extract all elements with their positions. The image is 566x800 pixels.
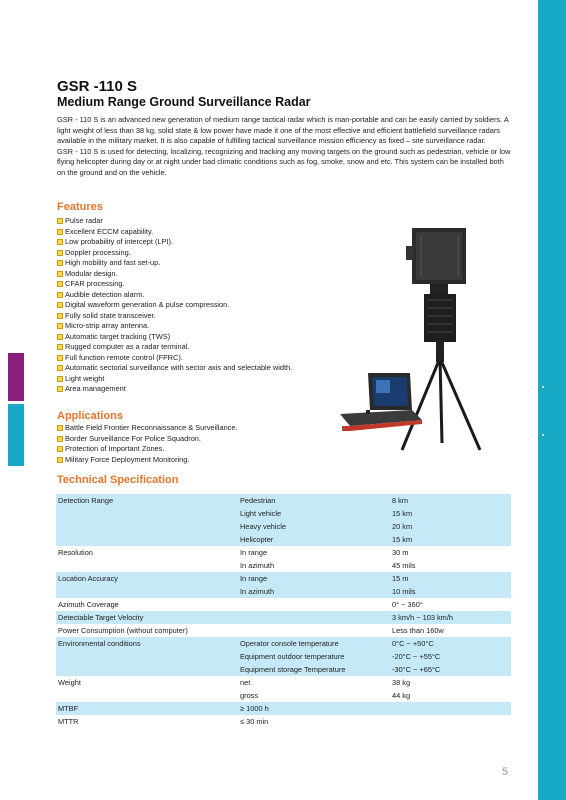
- features-item-text: Pulse radar: [65, 216, 103, 225]
- table-cell: 0°C ~ +50°C: [390, 637, 511, 650]
- features-item-text: Automatic target tracking (TWS): [65, 331, 171, 341]
- page-number: 5: [502, 766, 509, 778]
- features-list: [57, 216, 292, 395]
- features-item-text: Fully solid state transceiver.: [65, 310, 156, 320]
- table-cell: [56, 520, 238, 533]
- table-row: [56, 598, 511, 611]
- applications-item: [57, 434, 238, 445]
- features-item: [57, 384, 292, 395]
- table-cell: [56, 533, 238, 546]
- features-heading: Features: [57, 201, 103, 213]
- table-row: [56, 520, 511, 533]
- radar-transceiver: [424, 294, 456, 342]
- features-item: [57, 290, 292, 301]
- table-cell: Operator console temperature: [238, 637, 390, 650]
- applications-item: [57, 444, 238, 455]
- table-cell: Heavy vehicle: [238, 520, 390, 533]
- applications-item: [57, 455, 238, 466]
- table-row: [56, 559, 511, 572]
- table-row: [56, 585, 511, 598]
- intro-paragraph: GSR - 110 S is used for detecting, localizing, recognizing and tracking any moving targets on the ground such as pedestrian, vehicle or low flying helicopter during day or at night under bad climatic conditions such as fog, smoke, snow and etc. This system can be installed both on the ground and on the vehicle.: [57, 146, 511, 177]
- features-item-text: CFAR processing.: [65, 279, 125, 288]
- features-item: [57, 216, 292, 227]
- bullet-icon: [57, 229, 63, 235]
- table-cell: 30 m: [392, 548, 409, 557]
- features-item: [57, 258, 292, 269]
- side-color-bar: [538, 0, 566, 800]
- bullet-icon: [57, 239, 63, 245]
- table-cell: In range: [240, 548, 268, 557]
- features-item: [57, 374, 292, 385]
- table-cell: Location Accuracy: [56, 572, 238, 585]
- table-cell: 8 km: [390, 494, 511, 507]
- applications-list: [57, 423, 238, 465]
- table-cell: Detectable Target Velocity: [56, 611, 238, 624]
- table-row: [56, 494, 511, 507]
- table-cell: Azimuth Coverage: [58, 600, 119, 609]
- table-cell: 0° ~ 360°: [392, 600, 423, 609]
- tripod-leg: [440, 358, 442, 443]
- features-item-text: Full function remote control (FFRC).: [65, 352, 183, 362]
- table-cell: Less than 160w: [392, 626, 444, 635]
- features-item-text: Low probability of intercept (LPI).: [65, 237, 174, 246]
- table-cell: [56, 650, 238, 663]
- table-cell: 38 kg: [392, 678, 411, 687]
- table-row: [56, 702, 511, 715]
- table-cell: 3 km/h ~ 103 km/h: [390, 611, 511, 624]
- bullet-icon: [57, 436, 63, 442]
- table-row: [56, 715, 511, 728]
- table-cell: MTBF: [56, 702, 238, 715]
- table-cell: [238, 611, 390, 624]
- features-item: [57, 237, 292, 248]
- bullet-icon: [57, 344, 63, 350]
- features-item: [57, 227, 292, 238]
- bullet-icon: [57, 425, 63, 431]
- applications-heading: Applications: [57, 410, 124, 422]
- table-cell: ≤ 30 min: [240, 717, 269, 726]
- intro-text: [57, 115, 513, 178]
- bullet-icon: [57, 446, 63, 452]
- bullet-icon: [57, 271, 63, 277]
- bullet-icon: [57, 250, 63, 256]
- table-cell: 10 mils: [390, 585, 511, 598]
- table-row: [56, 533, 511, 546]
- table-cell: In range: [238, 572, 390, 585]
- features-item-text: Rugged computer as a radar terminal.: [65, 342, 190, 351]
- features-item-text: Automatic sectorial surveillance with sector axis and selectable width.: [65, 363, 293, 372]
- features-item-text: Light weight: [65, 373, 105, 383]
- tripod-leg: [440, 358, 480, 450]
- features-item: [57, 300, 292, 311]
- table-cell: [238, 624, 390, 637]
- bullet-icon: [57, 355, 63, 361]
- table-cell: Weight: [58, 678, 81, 687]
- applications-item-text: Border Surveillance For Police Squadron.: [65, 433, 201, 443]
- features-item: [57, 332, 292, 343]
- bullet-icon: [57, 313, 63, 319]
- table-cell: Equipment outdoor temperature: [238, 650, 390, 663]
- table-cell: Environmental conditions: [56, 637, 238, 650]
- applications-item: [57, 423, 238, 434]
- table-cell: MTTR: [58, 717, 79, 726]
- features-item-text: Digital waveform generation & pulse compression.: [65, 300, 230, 309]
- features-item: [57, 321, 292, 332]
- bullet-icon: [57, 365, 63, 371]
- features-item: [57, 311, 292, 322]
- bullet-icon: [57, 334, 63, 340]
- applications-item-text: Military Force Deployment Monitoring.: [65, 454, 190, 464]
- table-cell: [238, 598, 390, 611]
- applications-item-text: Battle Field Frontier Reconnaissance & Surveillance.: [65, 423, 238, 432]
- table-row: [56, 572, 511, 585]
- bullet-icon: [57, 302, 63, 308]
- features-item-text: Audible detection alarm.: [65, 289, 145, 299]
- features-item-text: Area management: [65, 384, 126, 393]
- section-tab-purple: [8, 353, 24, 401]
- applications-item-text: Protection of Important Zones.: [65, 444, 165, 453]
- table-cell: Detection Range: [56, 494, 238, 507]
- features-item-text: High mobility and fast set-up.: [65, 258, 161, 267]
- bullet-icon: [57, 292, 63, 298]
- page-title: GSR -110 S: [57, 78, 138, 95]
- table-row: [56, 637, 511, 650]
- table-cell: -20°C ~ +55°C: [390, 650, 511, 663]
- bullet-icon: [57, 281, 63, 287]
- table-cell: [390, 702, 511, 715]
- table-row: [56, 650, 511, 663]
- page-subtitle: Medium Range Ground Surveillance Radar: [57, 95, 311, 109]
- table-cell: Helicopter: [238, 533, 390, 546]
- spec-table: [56, 494, 511, 728]
- bullet-icon: [57, 386, 63, 392]
- table-cell: In azimuth: [240, 561, 275, 570]
- table-cell: [56, 507, 238, 520]
- table-cell: Power Consumption (without computer): [58, 626, 188, 635]
- table-row: [56, 546, 511, 559]
- features-item-text: Modular design.: [65, 268, 118, 278]
- table-cell: 44 kg: [392, 691, 411, 700]
- features-item: [57, 353, 292, 364]
- table-cell: [390, 715, 511, 728]
- features-item: [57, 363, 292, 374]
- features-item-text: Micro-strip array antenna.: [65, 321, 150, 330]
- bullet-icon: [57, 457, 63, 463]
- table-cell: [56, 585, 238, 598]
- table-cell: 20 km: [390, 520, 511, 533]
- features-item: [57, 248, 292, 259]
- table-cell: 15 km: [390, 533, 511, 546]
- table-cell: In azimuth: [238, 585, 390, 598]
- table-row: [56, 689, 511, 702]
- table-cell: [56, 663, 238, 676]
- spec-heading: Technical Specification: [57, 474, 179, 486]
- bullet-icon: [57, 323, 63, 329]
- table-cell: 15 km: [390, 507, 511, 520]
- table-cell: ≥ 1000 h: [238, 702, 390, 715]
- table-cell: 45 mils: [392, 561, 416, 570]
- radar-system-photo: [330, 228, 500, 453]
- table-row: [56, 624, 511, 637]
- features-item-text: Doppler processing.: [65, 247, 131, 257]
- table-cell: Equipment storage Temperature: [238, 663, 390, 676]
- table-cell: Pedestrian: [238, 494, 390, 507]
- side-dot: [542, 386, 544, 388]
- table-cell: -30°C ~ +65°C: [390, 663, 511, 676]
- table-row: [56, 507, 511, 520]
- table-row: [56, 611, 511, 624]
- bullet-icon: [57, 376, 63, 382]
- table-cell: 15 m: [390, 572, 511, 585]
- side-dot: [542, 434, 544, 436]
- intro-paragraph: GSR - 110 S is an advanced new generation of medium range tactical radar which is man-portable and can be easily carried by soldiers. A light weight of less than 38 kg, solid state & low power have made it one of the most effective and efficient battlefield surveillance radars available in the military market. It is also capable of fulfilling tactical surveillance mission efficiency as fixed – site surveillance radar.: [57, 115, 509, 145]
- table-cell: gross: [240, 691, 259, 700]
- features-item-text: Excellent ECCM capability.: [65, 226, 154, 236]
- table-cell: Resolution: [58, 548, 93, 557]
- features-item: [57, 279, 292, 290]
- features-item: [57, 342, 292, 353]
- table-cell: net: [240, 678, 251, 687]
- table-row: [56, 676, 511, 689]
- table-cell: [56, 559, 238, 572]
- table-cell: [56, 689, 238, 702]
- bullet-icon: [57, 260, 63, 266]
- table-cell: Light vehicle: [238, 507, 390, 520]
- bullet-icon: [57, 218, 63, 224]
- features-item: [57, 269, 292, 280]
- section-tab-teal: [8, 404, 24, 466]
- table-row: [56, 663, 511, 676]
